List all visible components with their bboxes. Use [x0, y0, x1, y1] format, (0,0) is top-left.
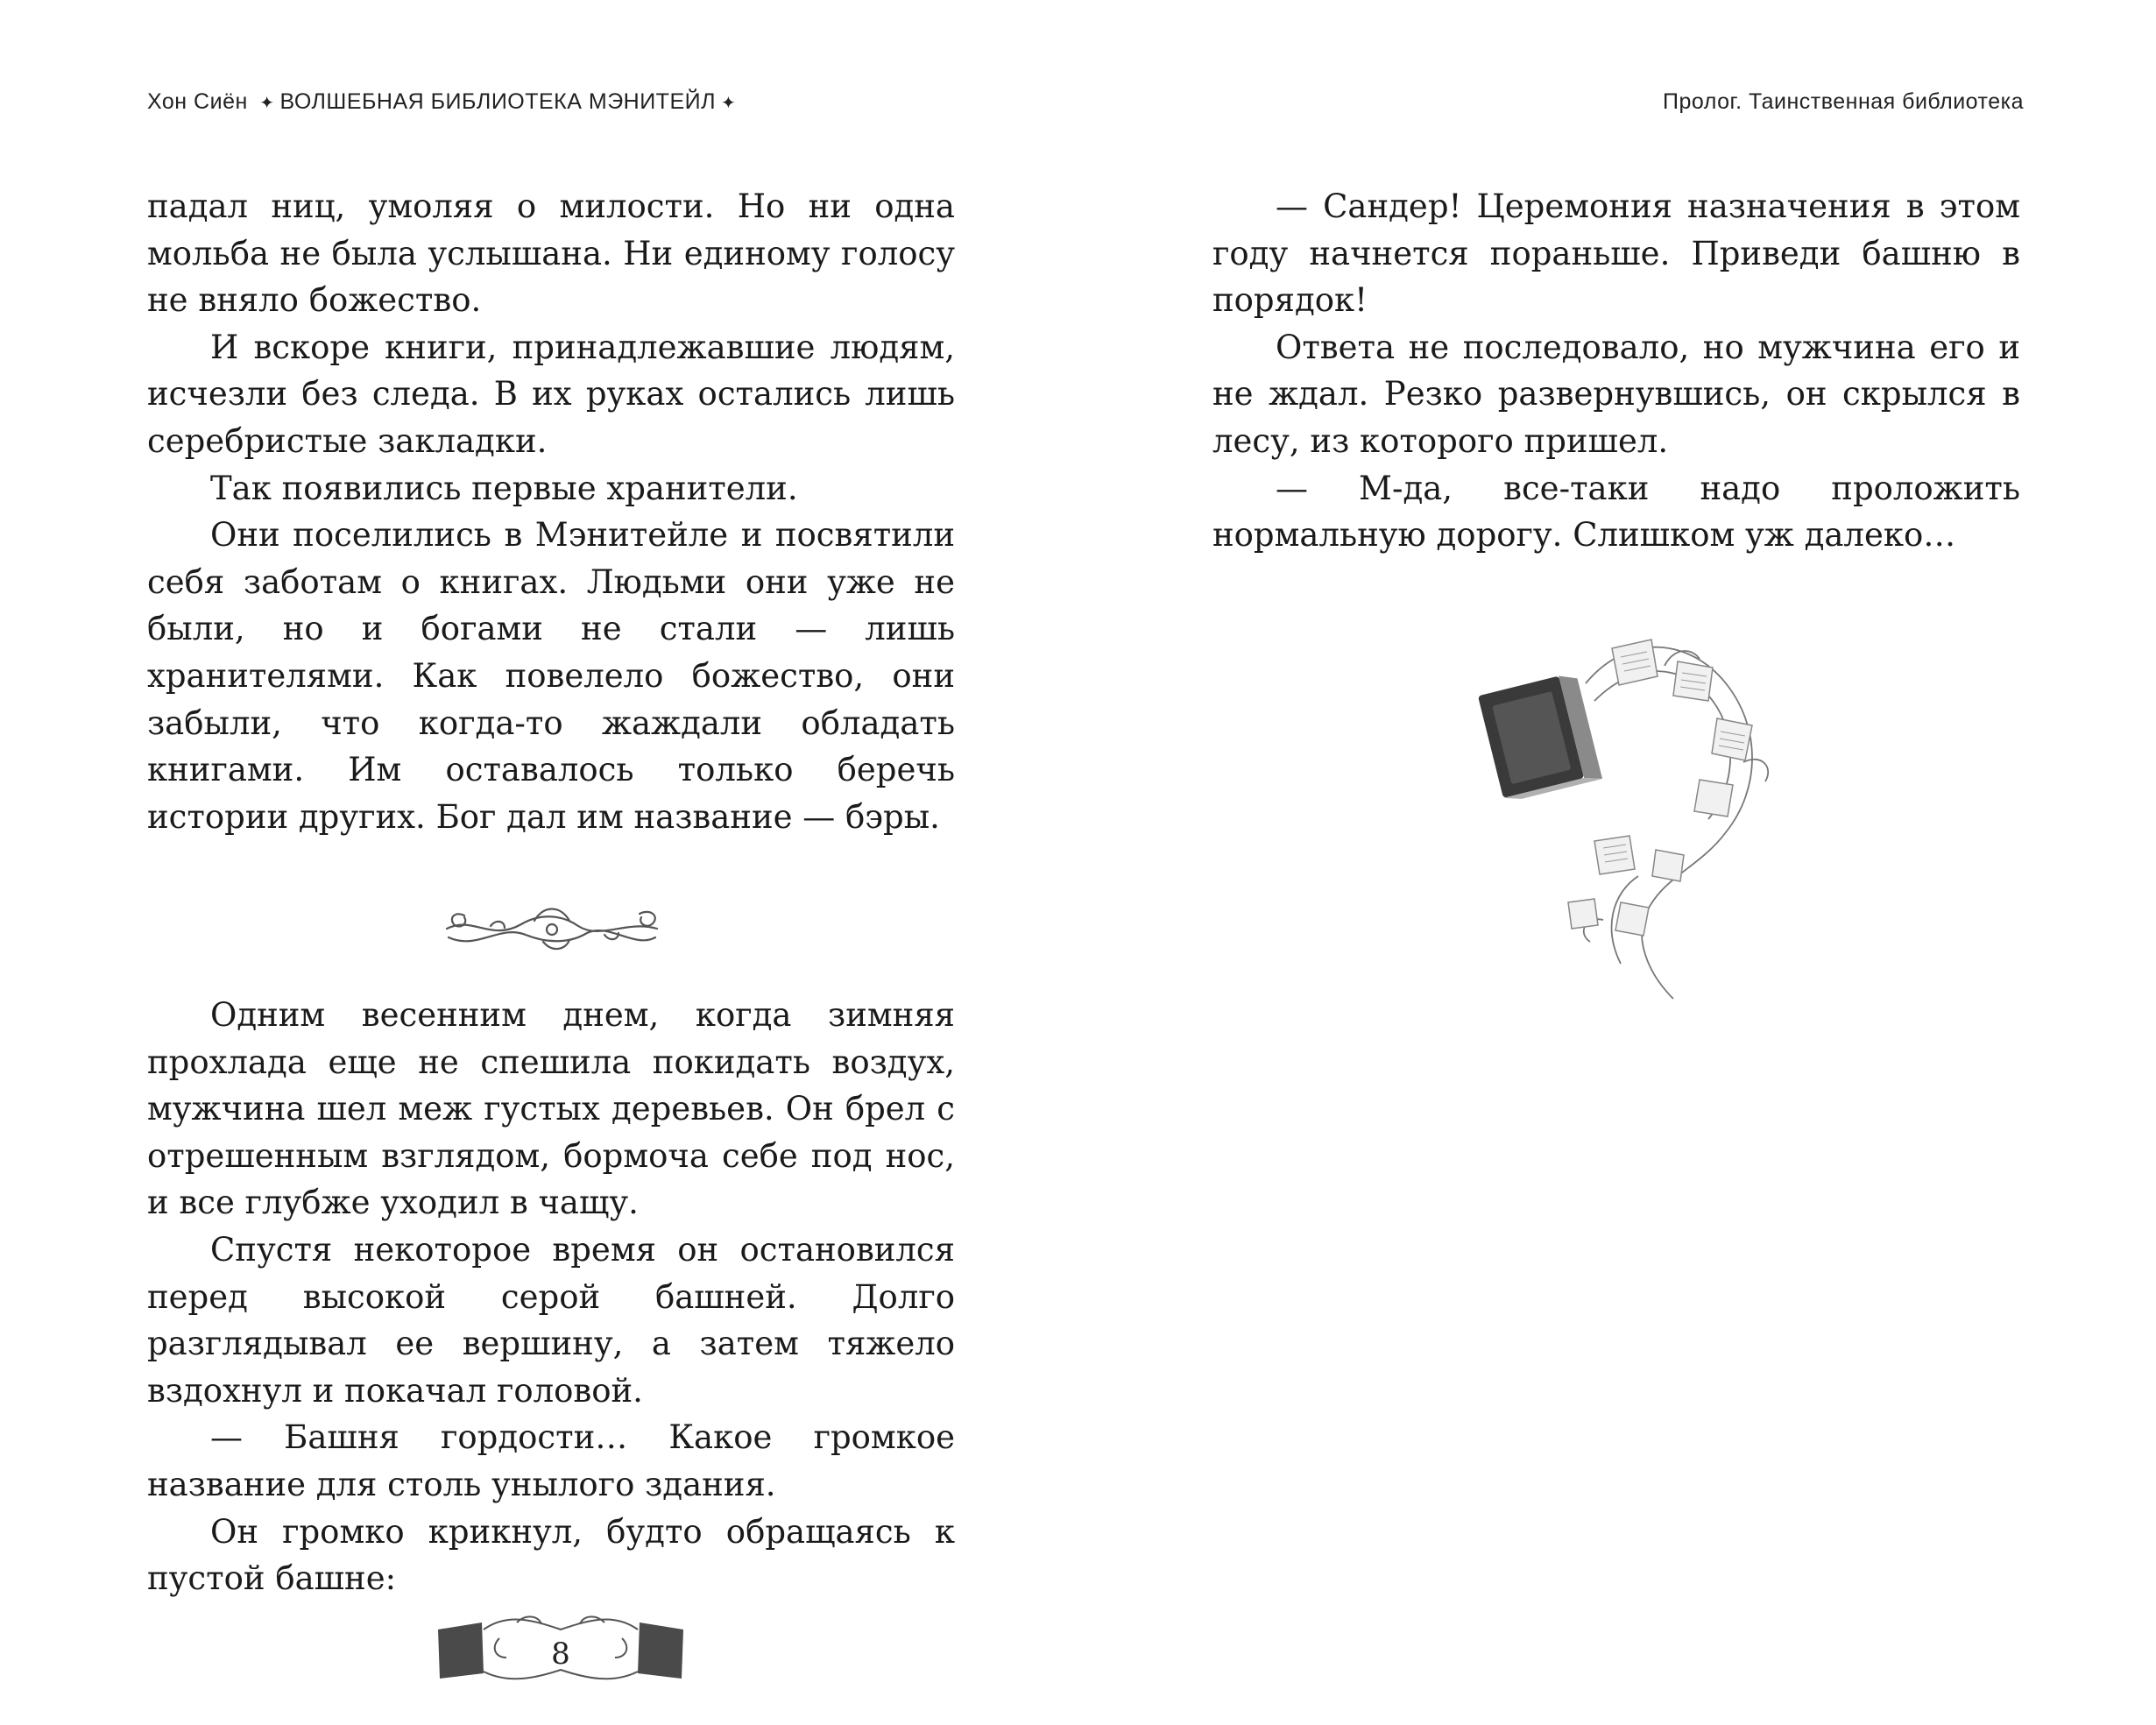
right-text-block	[1212, 183, 2020, 559]
left-text-block-1	[147, 183, 955, 840]
flourish-divider-icon	[438, 889, 666, 959]
author-name: Хон Сиён	[147, 89, 248, 114]
paragraph: Одним весенним днем, когда зимняя прохлада еще не спешила покидать воздух, мужчина шел меж густых деревьев. Он брел с отрешенным взглядом, бормоча себе под нос, и все глубже уходил в чащу.	[147, 996, 955, 1222]
paragraph: Так появились первые хранители.	[210, 469, 798, 507]
star-right-icon: ✦	[721, 94, 737, 113]
paragraph: Спустя некоторое время он остановился перед высокой серой башней. Долго разглядывал ее вершину, а затем тяжело вздохнул и покачал головой.	[147, 1230, 955, 1410]
page-number-ornament	[429, 1603, 692, 1691]
paragraph: Они поселились в Мэнитейле и посвятили себя заботам о книгах. Людьми они уже не были, но и богами не стали — лишь хранителями. Как повелело божество, они забыли, что когда-то жаждали обладать книгами. Им оставалось только беречь истории других. Бог дал им название — бэры.	[147, 516, 955, 836]
flying-book-pages-illustration-icon	[1463, 613, 1796, 1016]
paragraph: — Сандер! Церемония назначения в этом году начнется пораньше. Приведи башню в порядок!	[1212, 187, 2020, 320]
page-number: 8	[551, 1637, 570, 1672]
left-running-head	[147, 89, 741, 115]
left-text-block-2	[147, 992, 955, 1602]
book-title: ВОЛШЕБНАЯ БИБЛИОТЕКА МЭНИТЕЙЛ	[279, 89, 717, 114]
paragraph: И вскоре книги, принадлежавшие людям, исчезли без следа. В их руках остались лишь серебристые закладки.	[147, 328, 955, 460]
paragraph: падал ниц, умоляя о милости. Но ни одна мольба не была услышана. Ни единому голосу не вняло божество.	[147, 187, 955, 320]
paragraph: — М-да, все-таки надо проложить нормальную дорогу. Слишком уж далеко…	[1212, 469, 2020, 555]
right-page	[1078, 0, 2155, 1725]
star-left-icon: ✦	[259, 94, 275, 113]
paragraph: Он громко крикнул, будто обращаясь к пустой башне:	[147, 1512, 955, 1598]
paragraph: — Башня гордости… Какое громкое название для столь унылого здания.	[147, 1418, 955, 1503]
right-running-head: Пролог. Таинственная библиотека	[1663, 89, 2024, 114]
paragraph: Ответа не последовало, но мужчина его и не ждал. Резко развернувшись, он скрылся в лесу, из которого пришел.	[1212, 328, 2020, 460]
